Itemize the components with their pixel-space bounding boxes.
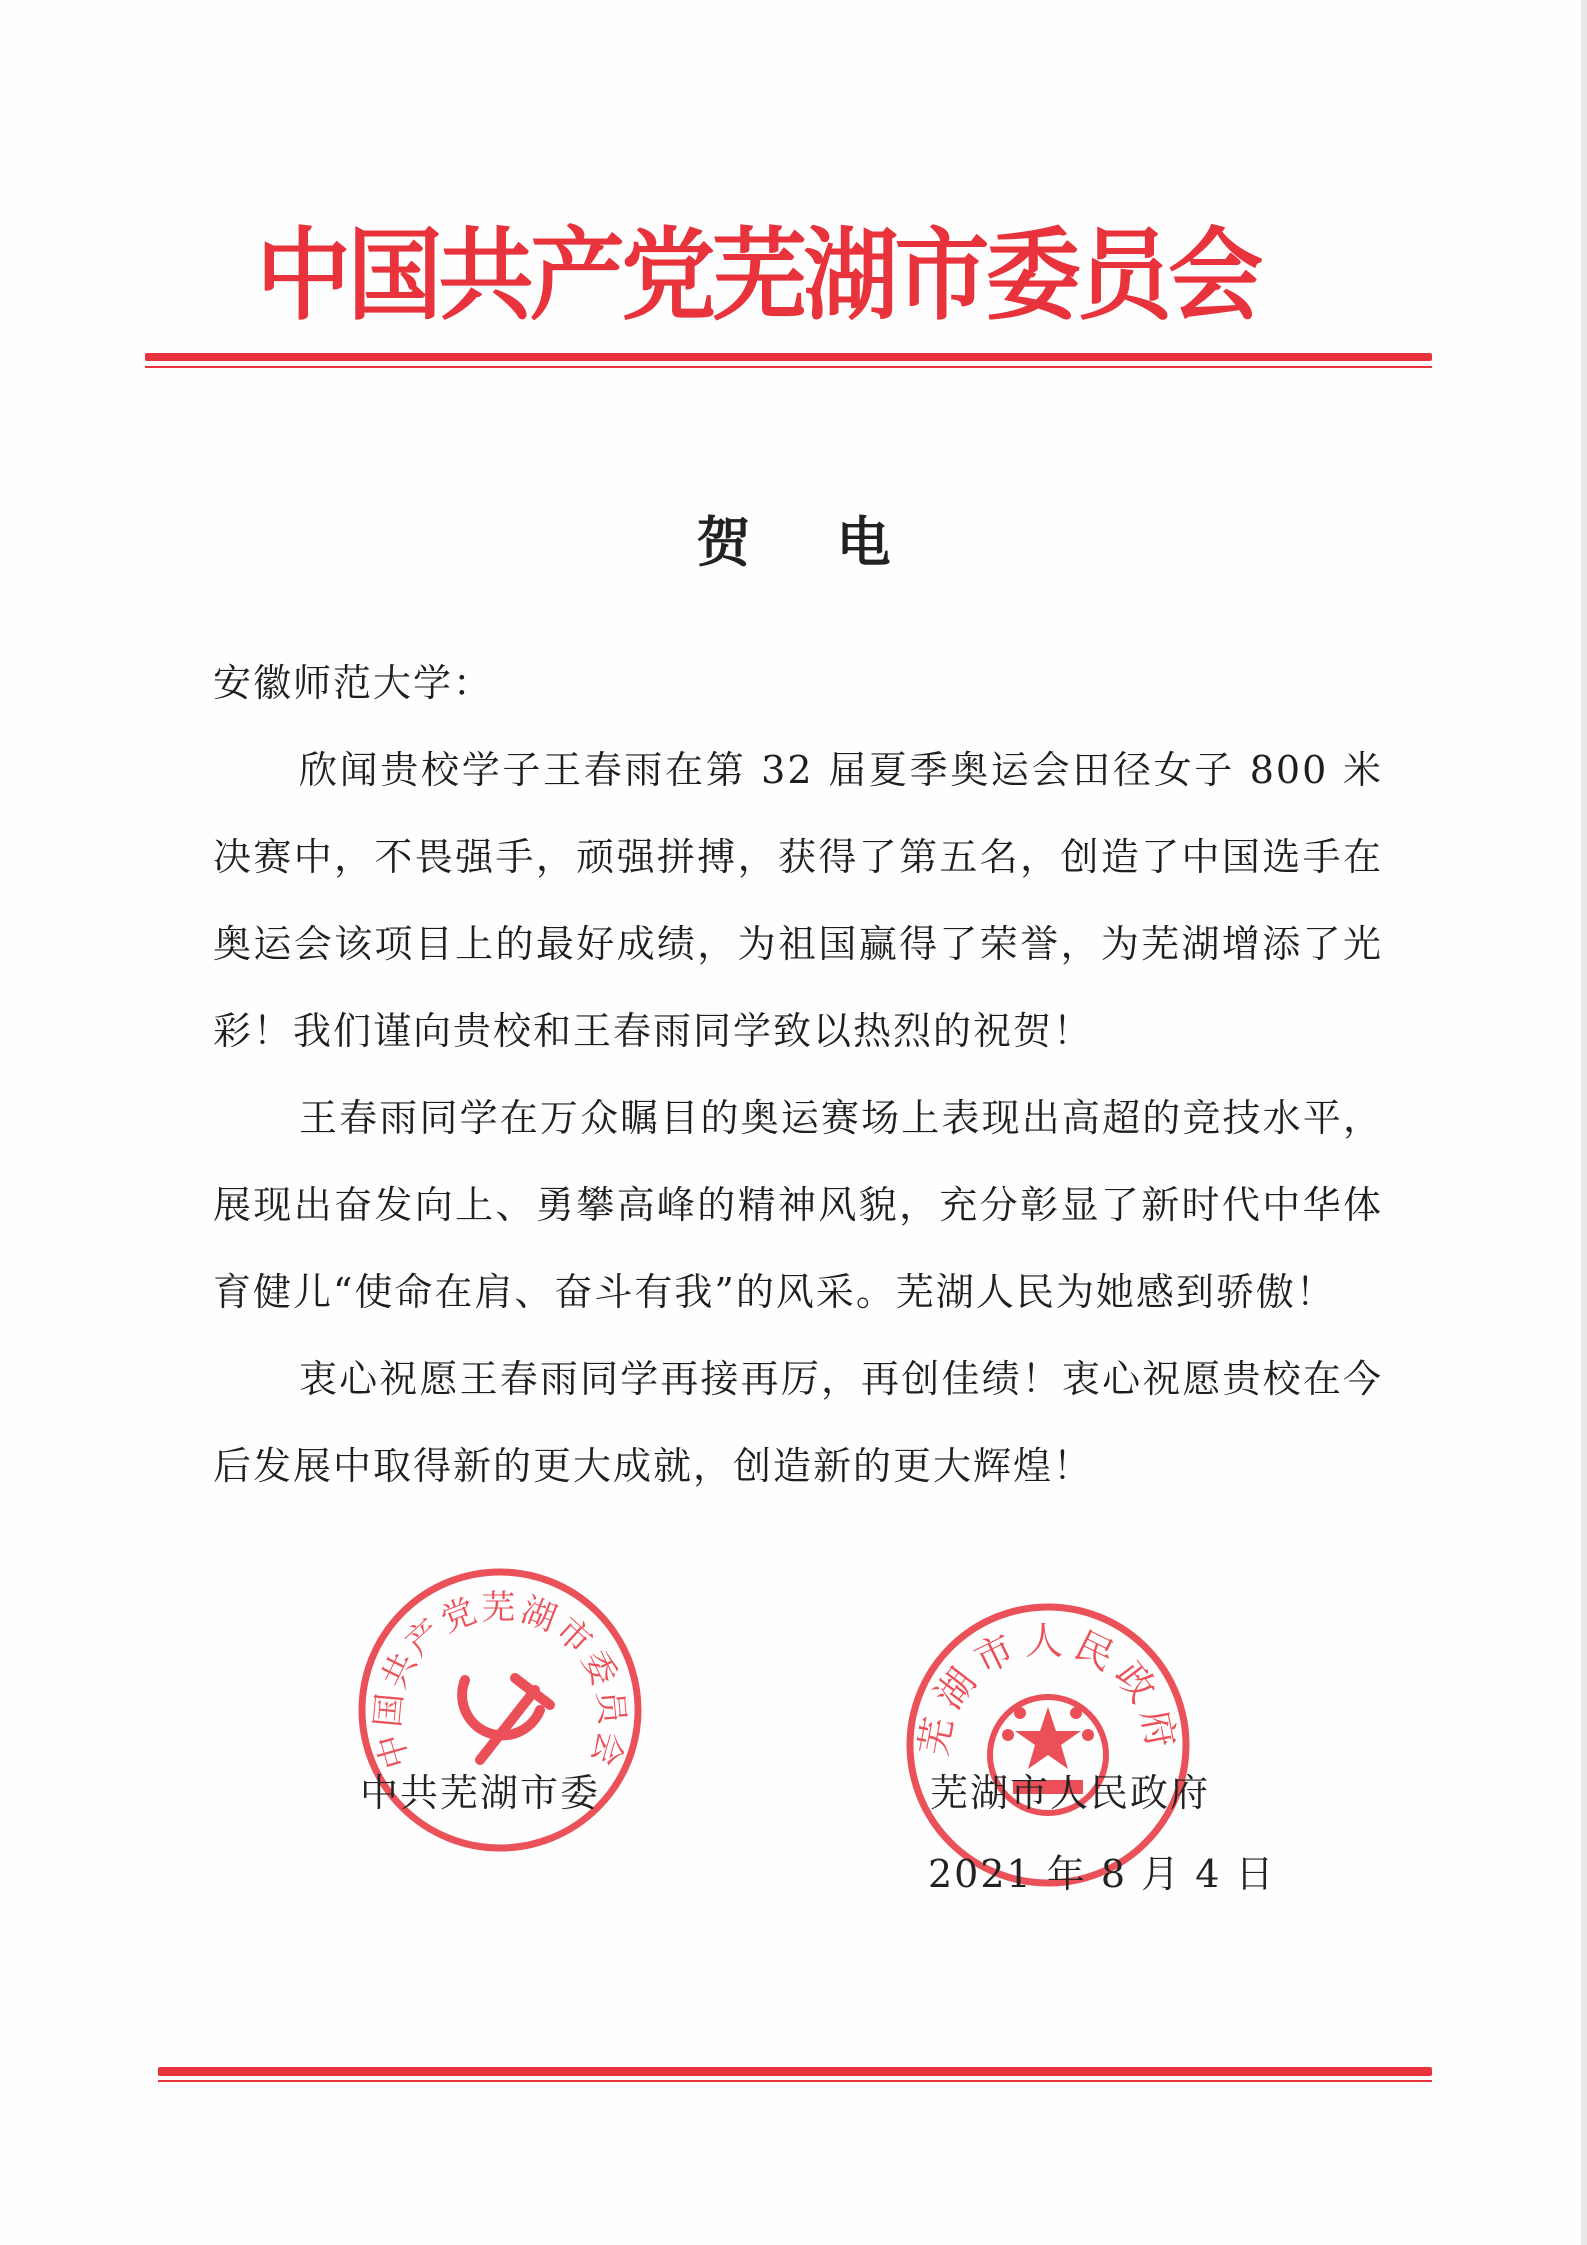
signature-party-committee: 中共芜湖市委 [360,1771,601,1815]
paragraph-2: 王春雨同学在万众瞩目的奥运赛场上表现出高超的竞技水平，展现出奋发向上、勇攀高峰的精神风貌，充分彰显了新时代中华体育健儿“使命在肩、奋斗有我”的风采。芜湖人民为她感到骄傲！ [213,1096,1383,1314]
document-title: 贺电 [696,511,977,574]
letter-body [213,640,1383,1510]
letterhead-rule-thin [145,366,1432,368]
letterhead-rule [145,353,1432,361]
right-seal-text: 芜湖市人民政府 [911,1618,1185,1760]
signature-date: 2021 年 8 月 4 日 [928,1852,1276,1896]
salutation: 安徽师范大学： [213,661,494,705]
footer-rule-thin [158,2080,1432,2082]
paragraph-1: 欣闻贵校学子王春雨在第 32 届夏季奥运会田径女子 800 米决赛中，不畏强手，顽强拼搏，获得了第五名，创造了中国选手在奥运会该项目上的最好成绩，为祖国赢得了荣誉，为芜湖增添了光彩！我们谨向贵校和王春雨同学致以热烈的祝贺！ [213,748,1383,1053]
hammer-sickle-icon [462,1678,550,1760]
left-seal-text: 中国共产党芜湖市委员会 [367,1587,633,1773]
svg-text:中国共产党芜湖市委员会 [368,1588,632,1773]
paragraph-3: 衷心祝愿王春雨同学再接再厉，再创佳绩！衷心祝愿贵校在今后发展中取得新的更大成就，创造新的更大辉煌！ [213,1357,1383,1488]
letterhead-title: 中国共产党芜湖市委员会 [256,216,1260,334]
footer-rule [158,2067,1432,2076]
scan-edge [1581,0,1587,2245]
signature-government: 芜湖市人民政府 [930,1771,1211,1815]
